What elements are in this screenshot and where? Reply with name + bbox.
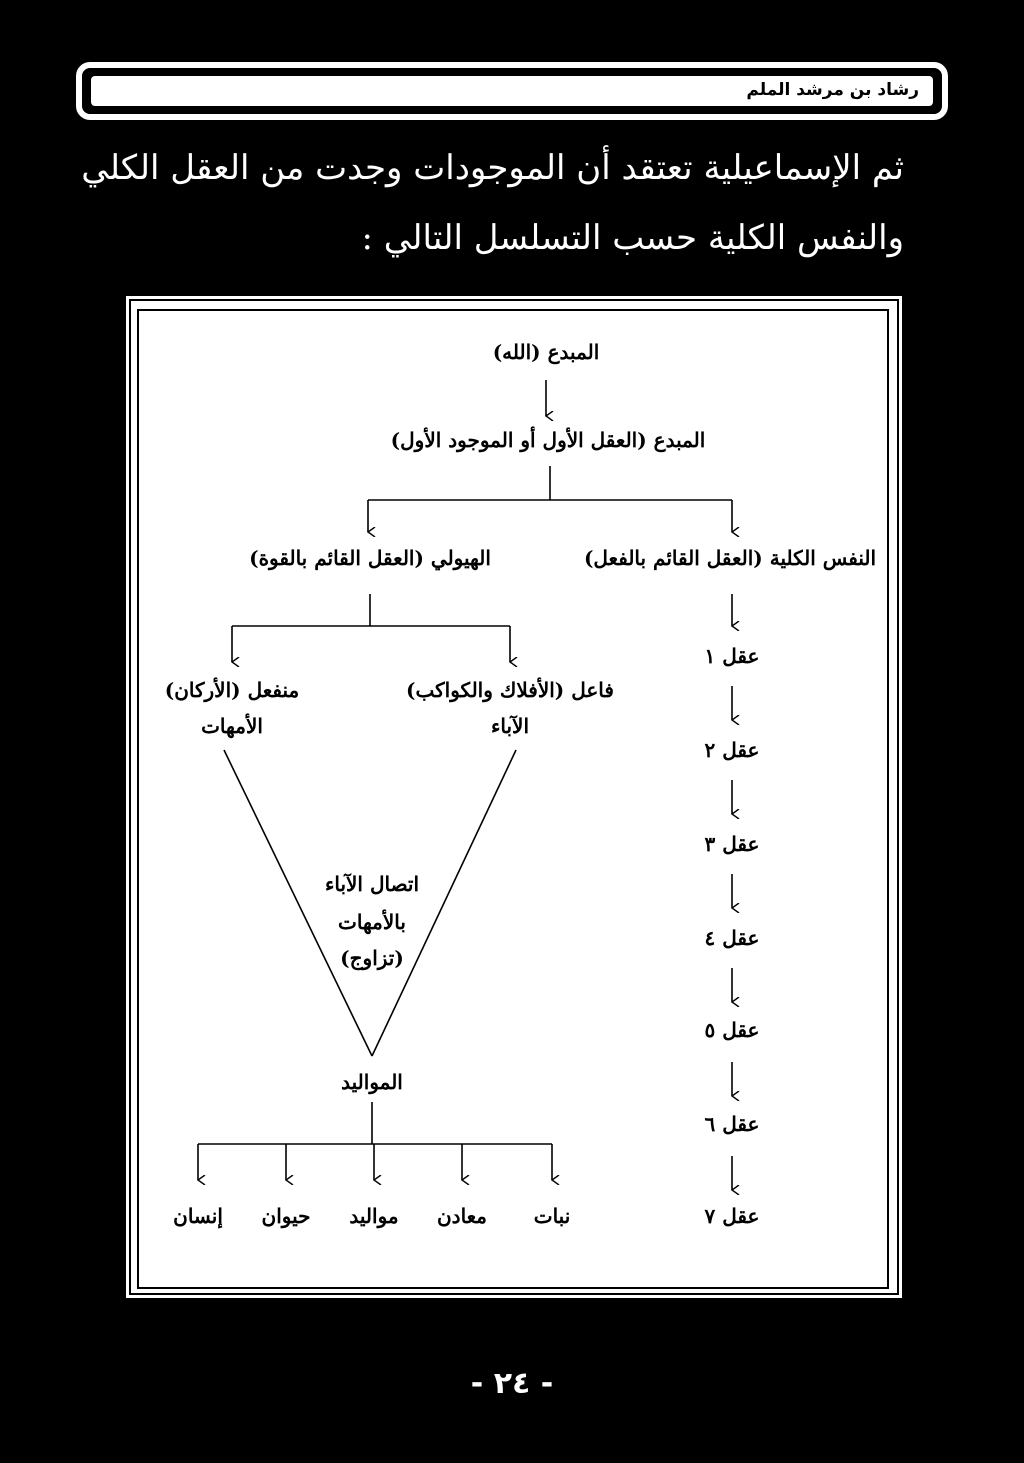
node-fathers: الآباء (490, 714, 530, 738)
leaf-human: إنسان (173, 1204, 223, 1228)
triangle-right (372, 750, 516, 1056)
leaf-animal: حيوان (261, 1204, 311, 1228)
node-union-2: بالأمهات (338, 910, 406, 934)
leaf-minerals: معادن (436, 1204, 488, 1228)
intellect-6: عقل ٦ (704, 1112, 760, 1136)
node-passive: منفعل (الأركان) (164, 678, 300, 702)
intro-line-2: والنفس الكلية حسب التسلسل التالي : (361, 218, 904, 258)
triangle-left (224, 750, 372, 1056)
leaf-births: موالید (349, 1204, 399, 1228)
leaf-plants: نبات (533, 1204, 571, 1228)
intellect-4: عقل ٤ (704, 926, 760, 950)
node-union-1: اتصال الآباء (324, 872, 420, 896)
intellect-3: عقل ٣ (704, 832, 760, 856)
node-hyle: الهيولي (العقل القائم بالقوة) (249, 546, 491, 570)
intellect-5: عقل ٥ (704, 1018, 760, 1042)
node-universal-soul: النفس الكلية (العقل القائم بالفعل) (583, 546, 877, 570)
diagram (126, 296, 902, 1298)
inner-frame (138, 310, 888, 1288)
header-title: رشاد بن مرشد الملم (746, 80, 919, 100)
node-births: المواليد (341, 1070, 403, 1094)
node-first-intellect: المبدع (العقل الأول أو الموجود الأول) (390, 428, 706, 452)
intellect-1: عقل ١ (704, 644, 760, 668)
intellect-7: عقل ٧ (704, 1204, 760, 1228)
page-number: - ٢٤ - (470, 1366, 554, 1401)
intro-line-1: ثم الإسماعيلية تعتقد أن الموجودات وجدت من العقل الكلي (81, 148, 904, 188)
intellect-2: عقل ٢ (704, 738, 760, 762)
node-mothers: الأمهات (201, 714, 263, 738)
node-active: فاعل (الأفلاك والكواكب) (406, 678, 614, 702)
header-bar (76, 62, 948, 120)
header-inner (91, 76, 933, 106)
node-creator: المبدع (الله) (492, 340, 600, 364)
node-union-3: (تزاوج) (340, 946, 404, 970)
